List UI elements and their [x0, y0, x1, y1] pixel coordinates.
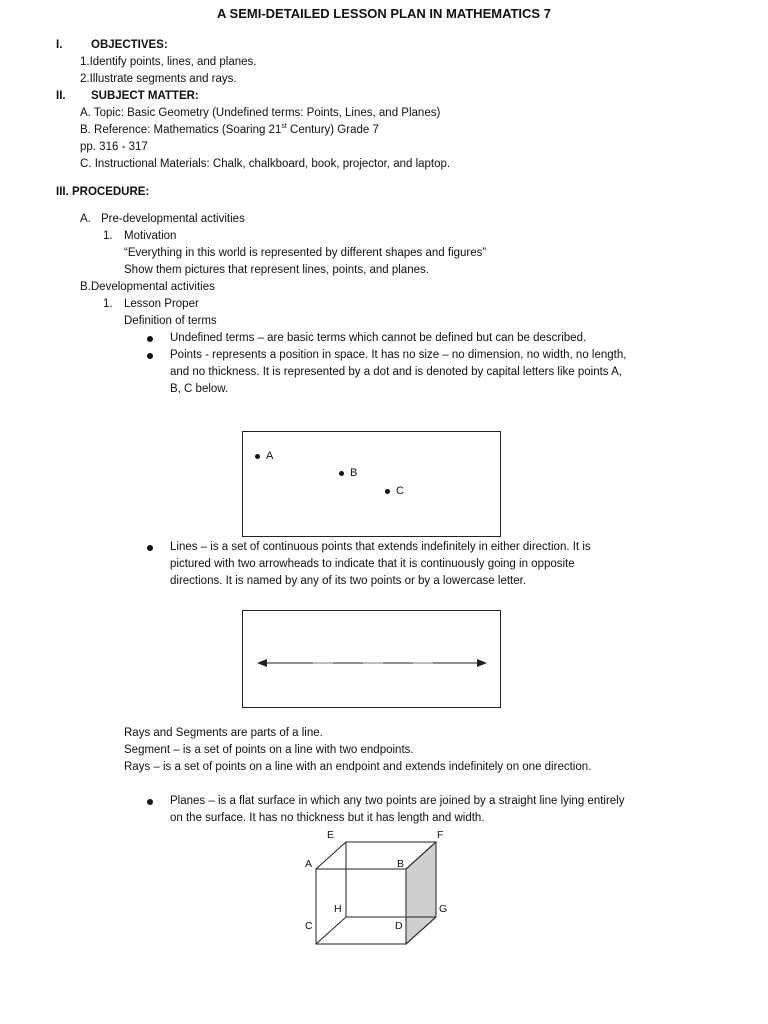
lines-text-line: Lines – is a set of continuous points that extends indefinitely in either direction. It is [170, 541, 591, 553]
step-b-label: B.Developmental activities [80, 281, 215, 293]
point-dot [339, 471, 344, 476]
materials-line: C. Instructional Materials: Chalk, chalkboard, book, projector, and laptop. [80, 158, 451, 170]
motivation-quote: “Everything in this world is represented by different shapes and figures” [124, 247, 487, 259]
undefined-terms-text: Undefined terms – are basic terms which cannot be defined but can be described. [170, 332, 587, 344]
cube-label-b: B [397, 858, 405, 870]
lesson-number: 1. [103, 298, 113, 310]
pages-line: pp. 316 - 317 [80, 141, 148, 153]
cube-label-f: F [437, 829, 444, 841]
page-title: A SEMI-DETAILED LESSON PLAN IN MATHEMATICS 7 [217, 6, 551, 21]
motivation-instruction: Show them pictures that represent lines, points, and planes. [124, 264, 429, 276]
point-label: B [350, 467, 358, 479]
bullet-icon [147, 799, 153, 805]
motivation-number: 1. [103, 230, 113, 242]
cube-label-c: C [305, 920, 313, 932]
topic-line: A. Topic: Basic Geometry (Undefined terms: Points, Lines, and Planes) [80, 107, 441, 119]
rays-intro: Rays and Segments are parts of a line. [124, 727, 323, 739]
section-number-1: I. [56, 39, 63, 51]
objective-item: 1.Identify points, lines, and planes. [80, 56, 257, 68]
cube-label-e: E [327, 829, 335, 841]
objective-item: 2.Illustrate segments and rays. [80, 73, 237, 85]
step-a-label: Pre-developmental activities [101, 213, 245, 225]
procedure-heading: III. PROCEDURE: [56, 186, 150, 198]
definition-heading: Definition of terms [124, 315, 217, 327]
point-label: C [396, 485, 404, 497]
rays-definition: Rays – is a set of points on a line with an endpoint and extends indefinitely on one direction. [124, 761, 592, 773]
bullet-icon [147, 545, 153, 551]
lesson-label: Lesson Proper [124, 298, 199, 310]
line-figure [242, 610, 501, 708]
segment-definition: Segment – is a set of points on a line with two endpoints. [124, 744, 414, 756]
cube-label-a: A [305, 858, 313, 870]
points-text-line: and no thickness. It is represented by a dot and is denoted by capital letters like points A, [170, 366, 622, 378]
step-a-number: A. [80, 213, 91, 225]
subject-matter-heading: SUBJECT MATTER: [91, 90, 199, 102]
cube-label-h: H [334, 903, 342, 915]
point-dot [255, 454, 260, 459]
bullet-icon [147, 353, 153, 359]
cube-figure [300, 826, 480, 956]
planes-text-line: on the surface. It has no thickness but it has length and width. [170, 812, 485, 824]
section-number-2: II. [56, 90, 66, 102]
points-text-line: Points - represents a position in space. It has no size – no dimension, no width, no length, [170, 349, 627, 361]
motivation-label: Motivation [124, 230, 177, 242]
points-text-line: B, C below. [170, 383, 229, 395]
bullet-icon [147, 336, 153, 342]
cube-label-d: D [395, 920, 403, 932]
objectives-heading: OBJECTIVES: [91, 39, 168, 51]
point-label: A [266, 450, 274, 462]
reference-line: B. Reference: Mathematics (Soaring 21st Century) Grade 7 [80, 123, 379, 136]
points-figure [242, 431, 501, 537]
planes-text-line: Planes – is a flat surface in which any two points are joined by a straight line lying entirely [170, 795, 625, 807]
lines-text-line: pictured with two arrowheads to indicate that it is continuously going in opposite [170, 558, 575, 570]
line-arrows [243, 611, 500, 707]
lines-text-line: directions. It is named by any of its two points or by a lowercase letter. [170, 575, 527, 587]
point-dot [385, 489, 390, 494]
cube-label-g: G [439, 903, 448, 915]
